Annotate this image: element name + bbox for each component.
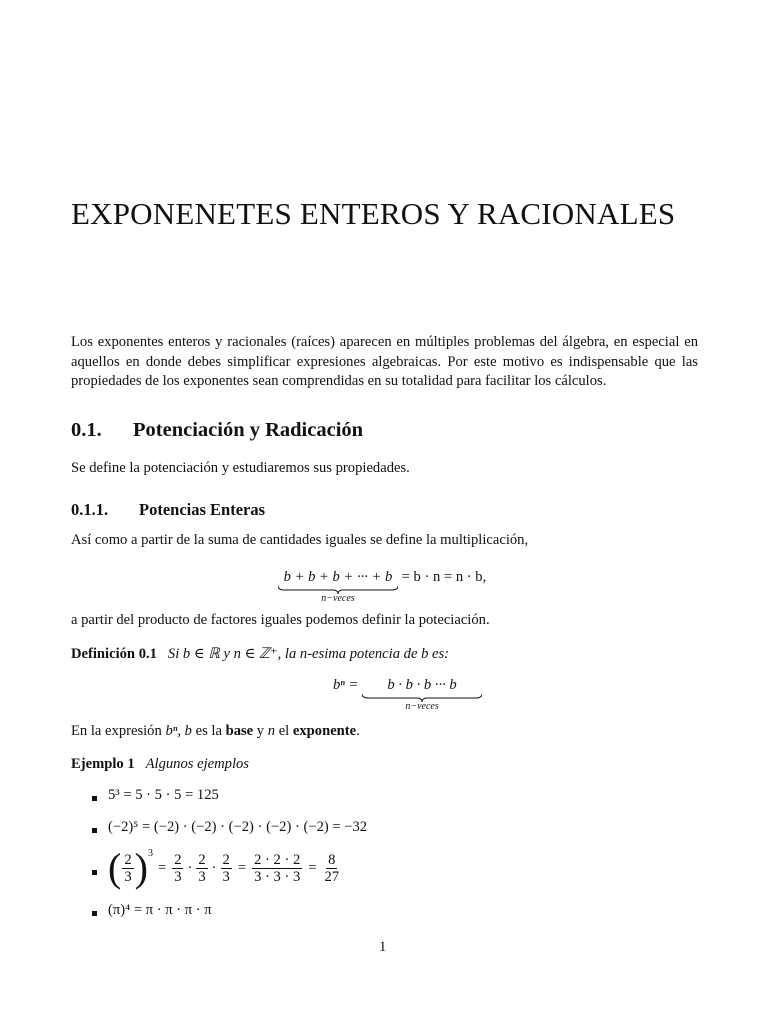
sum-expression: b + b + b + ··· + b	[283, 569, 393, 585]
section-heading	[71, 419, 363, 442]
list-item: 5³ = 5 · 5 · 5 = 125	[108, 787, 219, 803]
paren-close: )	[134, 845, 148, 890]
example-heading	[71, 756, 249, 773]
bullet-icon	[92, 911, 97, 916]
frac-num: 2	[222, 851, 230, 868]
intro-paragraph: Los exponentes enteros y racionales (raíces) aparecen en múltiples problemas del álgebra, en especial en aquellos en donde debes simplificar expresiones algebraicas. Por este motivo es indispensable que las propiedades de los exponentes sean comprendidas en su totalidad para facilitar los cálculos.	[71, 334, 698, 389]
expression-text: .	[356, 723, 360, 739]
fraction	[196, 852, 207, 885]
subsection-text-2: a partir del producto de factores iguales podemos definir la poteciación.	[71, 612, 490, 628]
subsection-title: Potencias Enteras	[139, 500, 266, 519]
dot: ·	[211, 859, 217, 876]
definition-text: Si b ∈ ℝ y n ∈ ℤ⁺, la n-esima potencia de b es:	[167, 646, 450, 662]
frac-num: 2	[174, 851, 182, 868]
page-title: EXPONENETES ENTEROS Y RACIONALES	[71, 196, 676, 231]
equals: =	[237, 859, 247, 876]
fraction	[172, 852, 183, 885]
term-exponent: exponente	[292, 723, 357, 739]
frac-num: 2 · 2 · 2	[254, 851, 301, 868]
definition-label: Definición 0.1	[71, 646, 157, 662]
section-number: 0.1.	[71, 419, 102, 441]
power-lhs: bⁿ =	[333, 677, 359, 693]
equation-sum	[278, 569, 486, 606]
expression-text: y	[253, 723, 268, 739]
list-item-fraction	[108, 846, 342, 890]
expression-b: b	[184, 723, 192, 739]
frac-num: 2	[124, 851, 132, 868]
subsection-text-1: Así como a partir de la suma de cantidades iguales se define la multiplicación,	[71, 532, 529, 548]
paren-open: (	[108, 845, 122, 890]
page-number: 1	[379, 939, 387, 955]
frac-den: 3	[174, 868, 182, 885]
fraction	[252, 852, 302, 885]
example-label: Ejemplo 1	[71, 756, 135, 772]
term-base: base	[225, 723, 254, 739]
bullet-icon	[92, 870, 97, 875]
sum-underlabel: n−veces	[321, 593, 355, 604]
fraction	[221, 852, 232, 885]
underbrace-product	[362, 677, 482, 712]
frac-den: 3	[124, 868, 132, 885]
fraction	[323, 852, 342, 885]
expression-text: En la expresión	[71, 723, 166, 739]
section-text: Se define la potenciación y estudiaremos sus propiedades.	[71, 460, 410, 476]
section-title: Potenciación y Radicación	[133, 419, 364, 441]
frac-den: 27	[324, 868, 340, 885]
subsection-number: 0.1.1.	[71, 500, 109, 519]
frac-den: 3 · 3 · 3	[254, 868, 301, 885]
equals: =	[157, 859, 167, 876]
product-underlabel: n−veces	[405, 701, 439, 712]
list-item: (−2)⁵ = (−2) · (−2) · (−2) · (−2) · (−2) = −32	[108, 819, 368, 835]
equals: =	[308, 859, 317, 876]
frac-den: 3	[222, 868, 230, 885]
frac-num: 2	[198, 851, 206, 868]
equation-power	[333, 677, 482, 714]
sum-result: = b · n = n · b,	[401, 569, 487, 585]
underbrace-sum	[278, 569, 398, 604]
expression-var: bⁿ	[165, 723, 178, 739]
product-expression: b · b · b ··· b	[387, 677, 457, 693]
exponent: 3	[147, 848, 153, 859]
list-item: (π)⁴ = π · π · π · π	[108, 902, 212, 918]
expression-n: n	[267, 723, 276, 739]
expression-text: es la	[191, 723, 226, 739]
frac-den: 3	[198, 868, 206, 885]
subsection-heading	[71, 500, 265, 520]
fraction	[122, 852, 133, 885]
expression-line	[71, 723, 360, 740]
frac-num: 8	[328, 851, 336, 868]
example-title: Algunos ejemplos	[145, 756, 249, 772]
expression-text: ,	[177, 723, 185, 739]
definition	[71, 645, 449, 663]
expression-text: el	[275, 723, 293, 739]
bullet-icon	[92, 796, 97, 801]
bullet-icon	[92, 828, 97, 833]
dot: ·	[187, 859, 193, 876]
